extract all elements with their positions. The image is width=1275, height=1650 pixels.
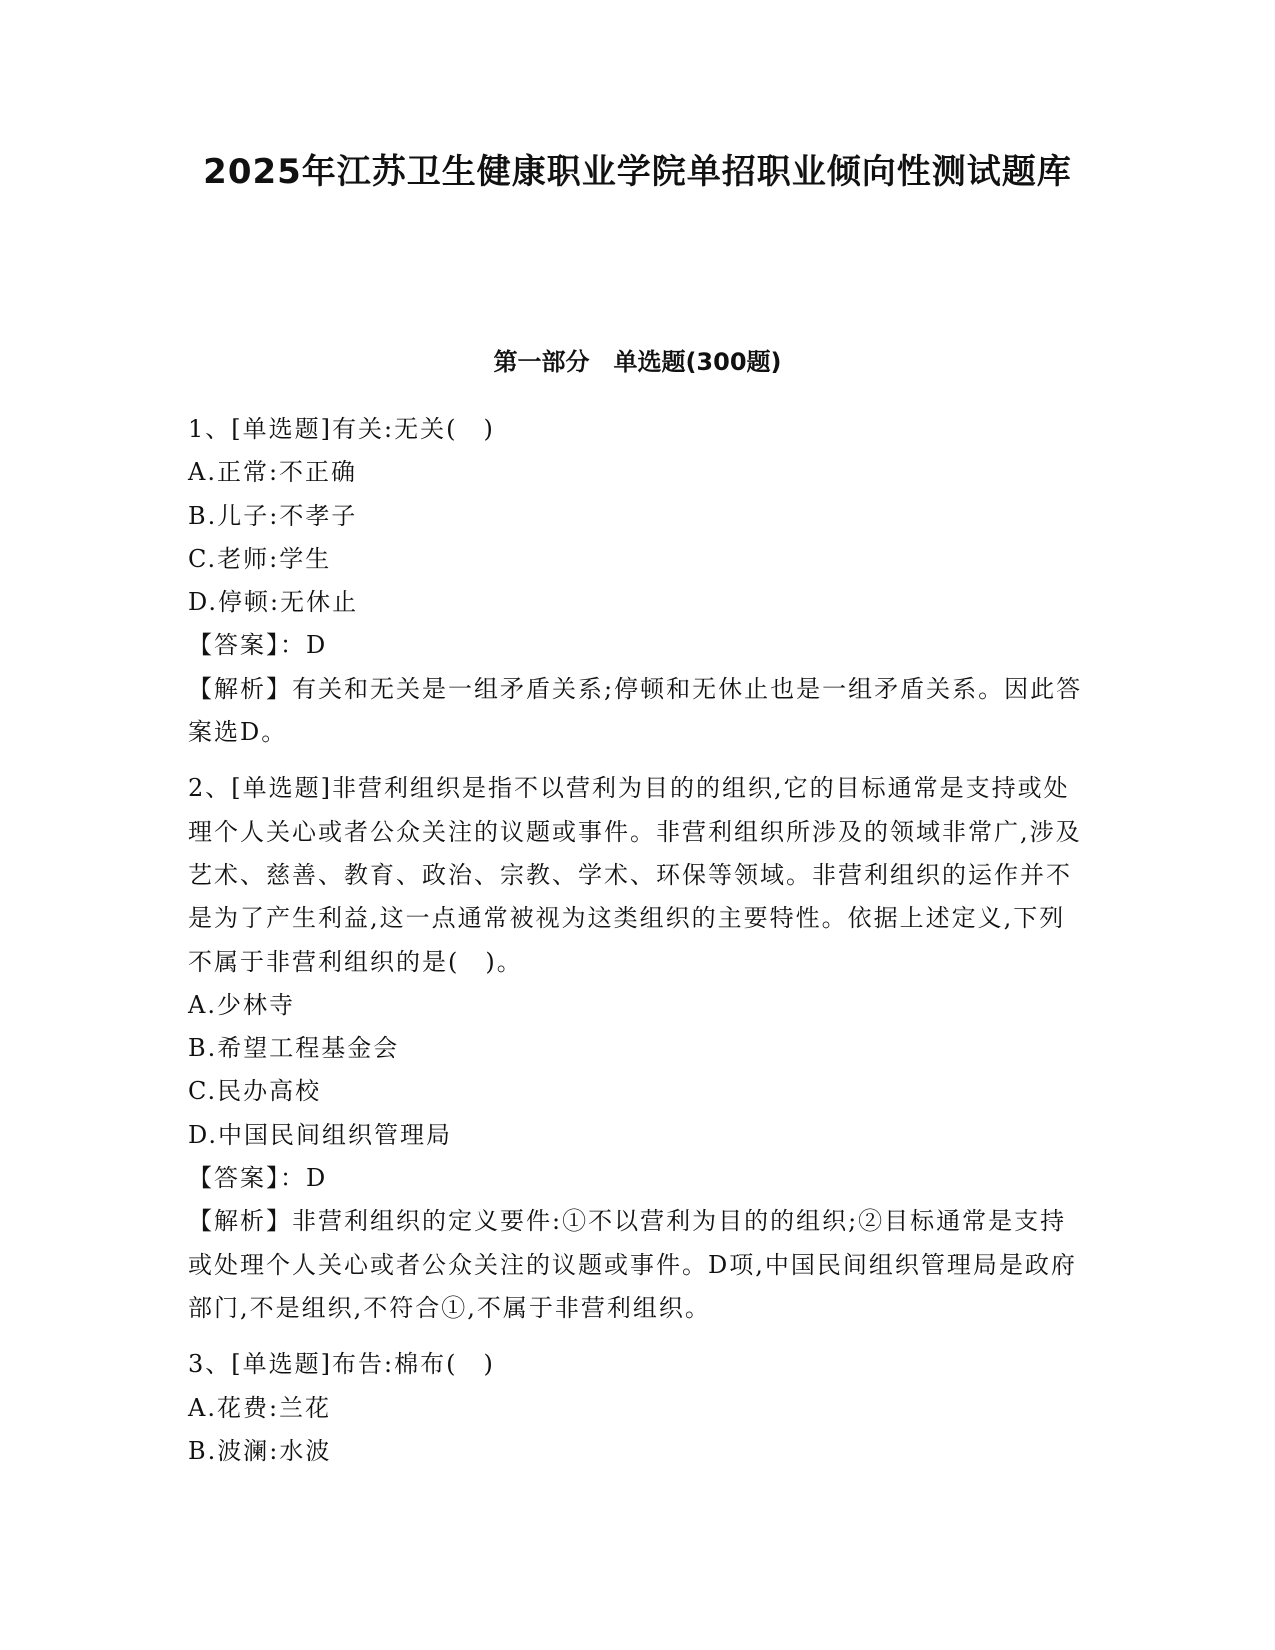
question-stem: 3、[单选题]布告:棉布( ): [188, 1350, 495, 1379]
option-d: D.停顿:无休止: [188, 588, 359, 617]
analysis-label: 【解析】: [188, 1207, 292, 1236]
answer-line: [188, 1157, 1088, 1200]
analysis-line: [188, 1200, 1088, 1330]
option-c: C.民办高校: [188, 1077, 322, 1106]
question-item: [188, 767, 1088, 1330]
option-a: A.正常:不正确: [188, 458, 358, 487]
question-list: [188, 408, 1088, 1486]
option-b: B.希望工程基金会: [188, 1034, 400, 1063]
analysis-text: 有关和无关是一组矛盾关系;停顿和无休止也是一组矛盾关系。因此答案选D。: [188, 674, 1083, 747]
answer-label: 【答案】：: [188, 1164, 306, 1193]
section-heading: 第一部分 单选题(300题): [493, 348, 782, 376]
option-b: B.波澜:水波: [188, 1436, 332, 1465]
analysis-label: 【解析】: [188, 674, 292, 703]
answer-label: 【答案】：: [188, 631, 306, 660]
analysis-line: [188, 668, 1088, 755]
question-stem: 2、[单选题]非营利组织是指不以营利为目的的组织,它的目标通常是支持或处理个人关心或者公众关注的议题或事件。非营利组织所涉及的领域非常广,涉及艺术、慈善、教育、政治、宗教、学术、环保等领域。非营利组织的运作并不是为了产生利益,这一点通常被视为这类组织的主要特性。依据上述定义,下列不属于非营利组织的是( )。: [188, 774, 1082, 976]
option-c: C.老师:学生: [188, 544, 332, 573]
question-stem: 1、[单选题]有关:无关( ): [188, 415, 495, 443]
answer-value: D: [306, 631, 328, 660]
question-item: [188, 408, 1088, 754]
option-a: A.花费:兰花: [188, 1393, 332, 1422]
answer-line: [188, 624, 1088, 667]
option-a: A.少林寺: [188, 990, 295, 1019]
option-d: D.中国民间组织管理局: [188, 1120, 453, 1149]
document-title: 2025年江苏卫生健康职业学院单招职业倾向性测试题库: [203, 152, 1072, 192]
answer-value: D: [306, 1164, 328, 1193]
question-item: [188, 1343, 1088, 1473]
analysis-text: 非营利组织的定义要件:①不以营利为目的的组织;②目标通常是支持或处理个人关心或者公众关注的议题或事件。D项,中国民间组织管理局是政府部门,不是组织,不符合①,不属于非营利组织。: [188, 1207, 1077, 1322]
option-b: B.儿子:不孝子: [188, 501, 358, 530]
